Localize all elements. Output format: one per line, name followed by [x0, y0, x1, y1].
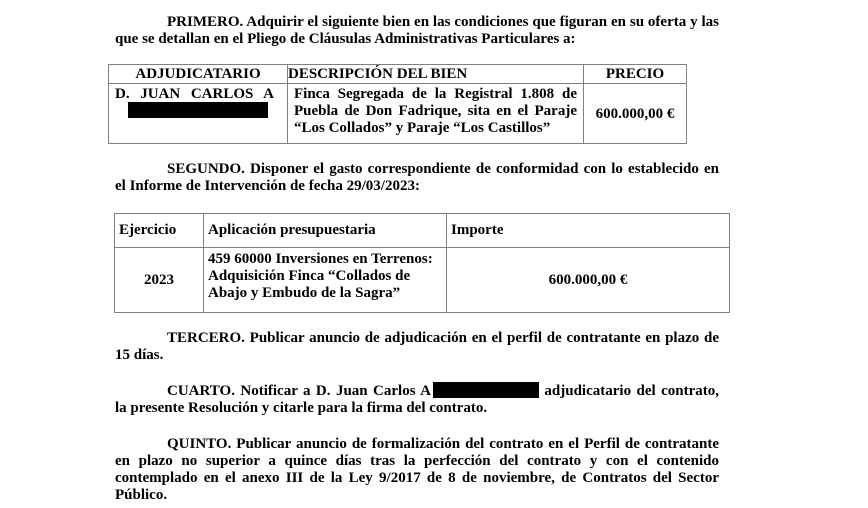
paragraph-primero-text: PRIMERO. Adquirir el siguiente bien en las condiciones que figuran en su oferta y las que se detallan en el Pliego de Cláusulas Administrativas Particulares a:	[115, 14, 719, 47]
paragraph-segundo-text: SEGUNDO. Disponer el gasto correspondiente de conformidad con lo establecido en el Informe de Intervención de fecha 29/03/2023:	[115, 161, 719, 194]
cell-importe: 600.000,00 €	[447, 248, 730, 313]
header-importe: Importe	[447, 214, 730, 248]
table-row	[115, 248, 730, 313]
cell-aplicacion: 459 60000 Inversiones en Terrenos: Adquisición Finca “Collados de Abajo y Embudo de la Sagra”	[204, 248, 447, 313]
paragraph-primero	[115, 14, 719, 48]
cell-adjudicatario	[109, 84, 288, 144]
header-precio: PRECIO	[584, 65, 687, 84]
header-aplicacion: Aplicación presupuestaria	[204, 214, 447, 248]
budget-table	[114, 213, 730, 313]
paragraph-quinto-text: QUINTO. Publicar anuncio de formalización del contrato en el Perfil de contratante en plazo no superior a quince días tras la perfección del contrato y con el contenido contemplado en el anexo III de la Ley 9/2017 de 8 de noviembre, de Contratos del Sector Público.	[115, 436, 719, 503]
paragraph-cuarto	[115, 382, 719, 417]
header-descripcion: DESCRIPCIÓN DEL BIEN	[288, 65, 584, 84]
paragraph-tercero	[115, 330, 719, 364]
redaction-bar	[433, 382, 539, 398]
header-ejercicio: Ejercicio	[115, 214, 204, 248]
cell-ejercicio: 2023	[115, 248, 204, 313]
cell-precio: 600.000,00 €	[584, 84, 687, 144]
redaction-bar	[128, 102, 268, 118]
paragraph-tercero-text: TERCERO. Publicar anuncio de adjudicación en el perfil de contratante en plazo de 15 días.	[115, 330, 719, 363]
adjudicatario-name: D. JUAN CARLOS A	[115, 86, 274, 102]
adjudication-table	[108, 64, 687, 144]
cell-descripcion: Finca Segregada de la Registral 1.808 de Puebla de Don Fadrique, sita en el Paraje “Los Collados” y Paraje “Los Castillos”	[288, 84, 584, 144]
paragraph-segundo	[115, 161, 719, 195]
paragraph-quinto	[115, 436, 719, 504]
paragraph-cuarto-text-start: CUARTO. Notificar a D. Juan Carlos A	[167, 383, 431, 399]
header-adjudicatario: ADJUDICATARIO	[109, 65, 288, 84]
table-row	[109, 84, 687, 144]
paragraph-cuarto-text-end: adjudicatario del contrato, la presente Resolución y citarle para la firma del contrato.	[115, 383, 719, 416]
